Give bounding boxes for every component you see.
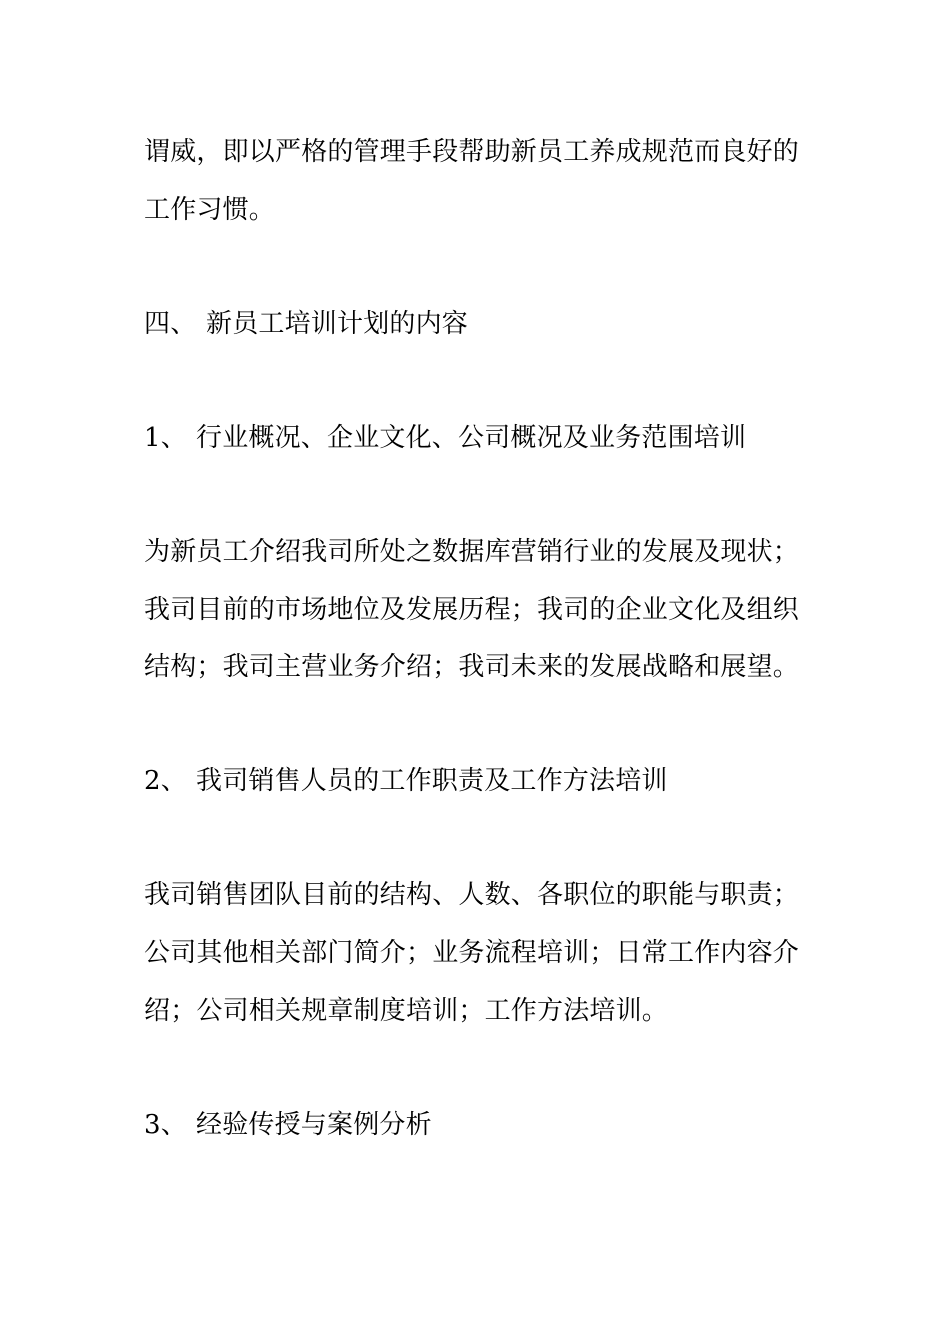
paragraph-line: 谓威，即以严格的管理手段帮助新员工养成规范而良好的: [144, 137, 800, 167]
paragraph-line: 结构；我司主营业务介绍；我司未来的发展战略和展望。: [144, 652, 800, 682]
item-heading: [144, 423, 746, 453]
section-number: 四、: [144, 309, 197, 339]
item-title: 我司销售人员的工作职责及工作方法培训: [196, 766, 668, 796]
item-number: 2、: [144, 766, 187, 796]
section-heading: [144, 309, 468, 339]
paragraph-line: 公司其他相关部门简介；业务流程培训；日常工作内容介: [144, 938, 800, 968]
section-title: 新员工培训计划的内容: [206, 309, 469, 339]
item-number: 1、: [144, 423, 187, 453]
item-heading: [144, 766, 668, 796]
item-title: 经验传授与案例分析: [196, 1110, 432, 1140]
item-number: 3、: [144, 1110, 187, 1140]
item-title: 行业概况、企业文化、公司概况及业务范围培训: [196, 423, 747, 453]
paragraph-line: 我司销售团队目前的结构、人数、各职位的职能与职责；: [144, 880, 800, 910]
paragraph-line: 我司目前的市场地位及发展历程；我司的企业文化及组织: [144, 595, 800, 625]
paragraph-line: 绍；公司相关规章制度培训；工作方法培训。: [144, 996, 669, 1026]
item-heading: [144, 1110, 432, 1140]
paragraph-line: 工作习惯。: [144, 195, 276, 225]
paragraph-line: 为新员工介绍我司所处之数据库营销行业的发展及现状；: [144, 537, 800, 567]
